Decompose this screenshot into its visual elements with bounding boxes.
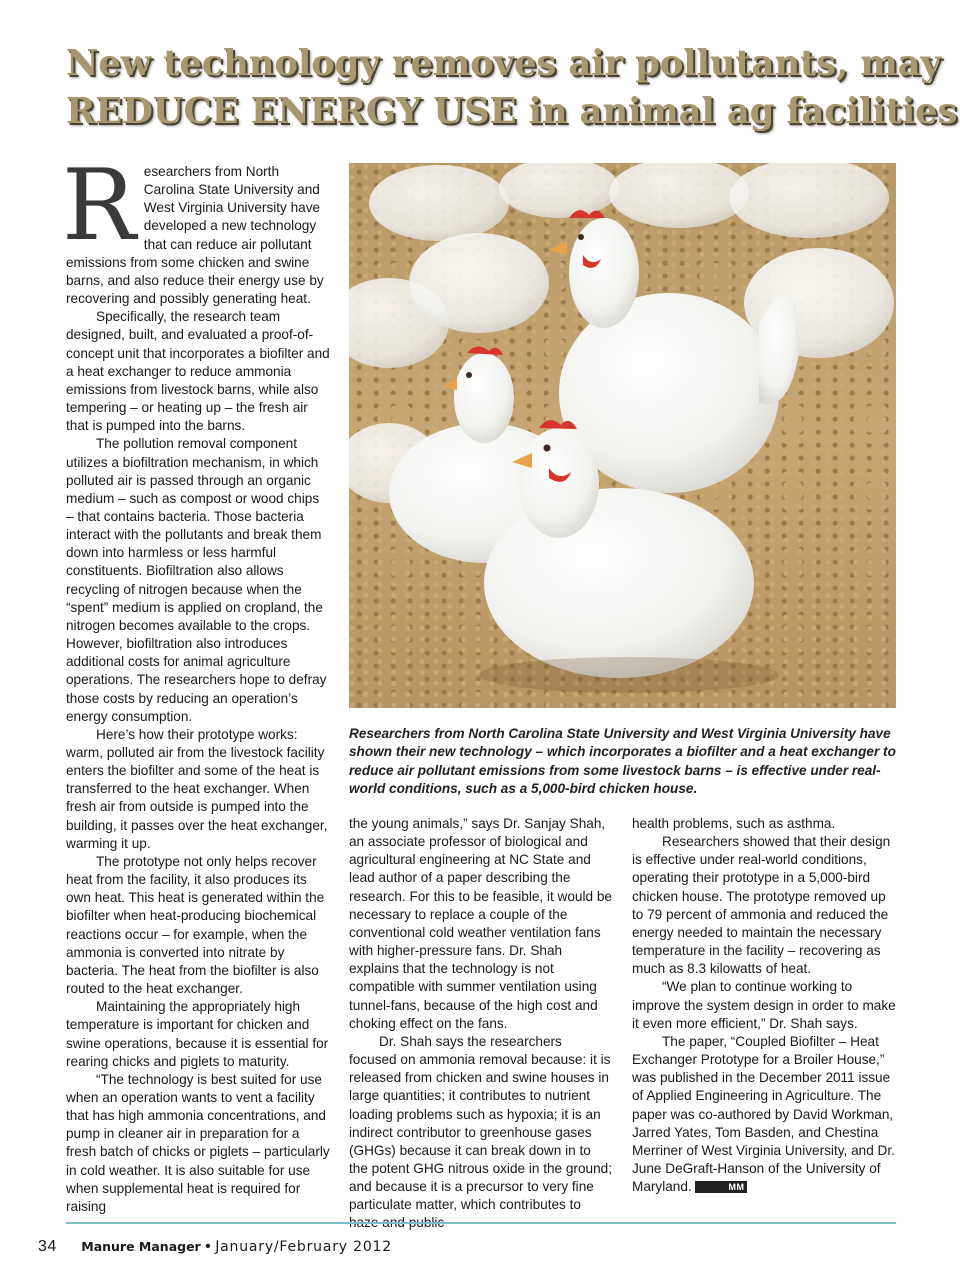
paragraph: “The technology is best suited for use when an operation wants to vent a facility that has high ammonia concentrations, and pump in cleaner air in preparation for a fresh batch of chicks or piglets – particularly in cold weather. It is also suitable for use when supplemental heat is required for raising	[66, 1071, 330, 1214]
paragraph: Maintaining the appropriately high temperature is important for chicken and swine operations, because it is essential for rearing chicks and piglets to maturity.	[66, 999, 329, 1069]
paragraph: Specifically, the research team designed, built, and evaluated a proof-of-concept unit that incorporates a biofilter and a heat exchanger to reduce ammonia emissions from livestock barns, while also tempering – or heating up – the fresh air that is pumped into the barns.	[66, 309, 330, 434]
paragraph: The prototype not only helps recover heat from the facility, it also produces its own heat. This heat is generated within the biofilter when heat-producing biochemical reactions occur – for example, when the ammonia is converted into nitrate by bacteria. The heat from the biofilter is also routed to the heat exchanger.	[66, 853, 325, 997]
paragraph: “We plan to continue working to improve the system design in order to make it even more efficient,” Dr. Shah says.	[632, 979, 896, 1031]
page-number: 34	[38, 1238, 57, 1255]
footer-rule	[66, 1222, 896, 1224]
chicken-photo	[349, 163, 896, 708]
paragraph: Here’s how their prototype works: warm, polluted air from the livestock facility enters the biofilter and some of the heat is transferred to the heat exchanger. When fresh air from outside is pumped into the building, it passes over the heat exchanger, warming it up.	[66, 726, 328, 851]
paragraph: the young animals,” says Dr. Sanjay Shah, an associate professor of biological and agricultural engineering at NC State and lead author of a paper describing the research. For this to be feasible, it would be necessary to replace a couple of the conventional cold weather ventilation fans with higher-pressure fans. Dr. Shah explains that the technology is not compatible with summer ventilation using tunnel-fans, because of the high cost and choking effect on the fans.	[349, 816, 612, 1031]
paragraph: Dr. Shah says the researchers focused on ammonia removal because: it is released from chicken and swine houses in large quantities; it contributes to nutrient loading problems such as hypoxia; it is an indirect contributor to greenhouse gases (GHGs) because it can break down in to the potent GHG nitrous oxide in the ground; and because it is a precursor to very fine particulate matter, which contributes to	[349, 1033, 612, 1213]
magazine-name: Manure Manager	[81, 1239, 201, 1254]
drop-cap: R	[62, 149, 136, 263]
paragraph: health problems, such as asthma.	[632, 816, 836, 831]
article-column-1	[62, 149, 330, 1216]
headline	[66, 40, 958, 136]
article-column-3	[632, 815, 896, 1196]
page-footer	[38, 1238, 392, 1256]
article-column-2	[349, 815, 612, 1233]
footer-separator: •	[205, 1238, 211, 1255]
issue-date: January/February 2012	[215, 1239, 392, 1255]
photo-caption: Researchers from North Carolina State University and West Virginia University have shown their new technology – which incorporates a biofilter and a heat exchanger to reduce air pollutant emissions from some livestock barns – is effective under real-world conditions, such as a 5,000-bird chicken house.	[349, 726, 896, 796]
headline-line-1: New technology removes air pollutants, may	[66, 43, 941, 84]
paragraph: The paper, “Coupled Biofilter – Heat Exchanger Prototype for a Broiler House,” was published in the December 2011 issue of Applied Engineering in Agriculture. The paper was co-authored by David Workman, Jarred Yates, Tom Basden, and Chestina Merriner of West Virginia University, and Dr. June DeGraft-Hanson of the University of Maryland. MM	[632, 1033, 895, 1195]
chickens-illustration	[349, 163, 896, 708]
headline-line-2: REDUCE ENERGY USE in animal ag facilities	[66, 91, 958, 132]
paragraph: Researchers from North Carolina State University and West Virginia University have developed a new technology that can reduce air pollutant emissions from some chicken and swine barns, and also reduce their energy use by recovering and possibly generating heat.	[62, 149, 324, 307]
paragraph: The pollution removal component utilizes a biofiltration mechanism, in which polluted air is passed through an organic medium – such as compost or wood chips – that contains bacteria. Those bacteria interact with the pollutants and break them down into harmless or less harmful constituents. Biofiltration also allows recycling of nitrogen because when the “spent” medium is applied on cropland, the nitrogen becomes available to the crops. However, biofiltration also introduces additional costs for animal agriculture operations. The researchers hope to defray those costs by reducing an operation’s energy consumption.	[66, 436, 327, 724]
end-mark-logo: MM	[695, 1181, 747, 1193]
paragraph: Researchers showed that their design is effective under real-world conditions, operating their prototype in a 5,000-bird chicken house. The prototype removed up to 79 percent of ammonia and reduced the energy needed to maintain the necessary temperature in the facility – recovering as much as 8.3 kilowatts of heat.	[632, 834, 891, 977]
